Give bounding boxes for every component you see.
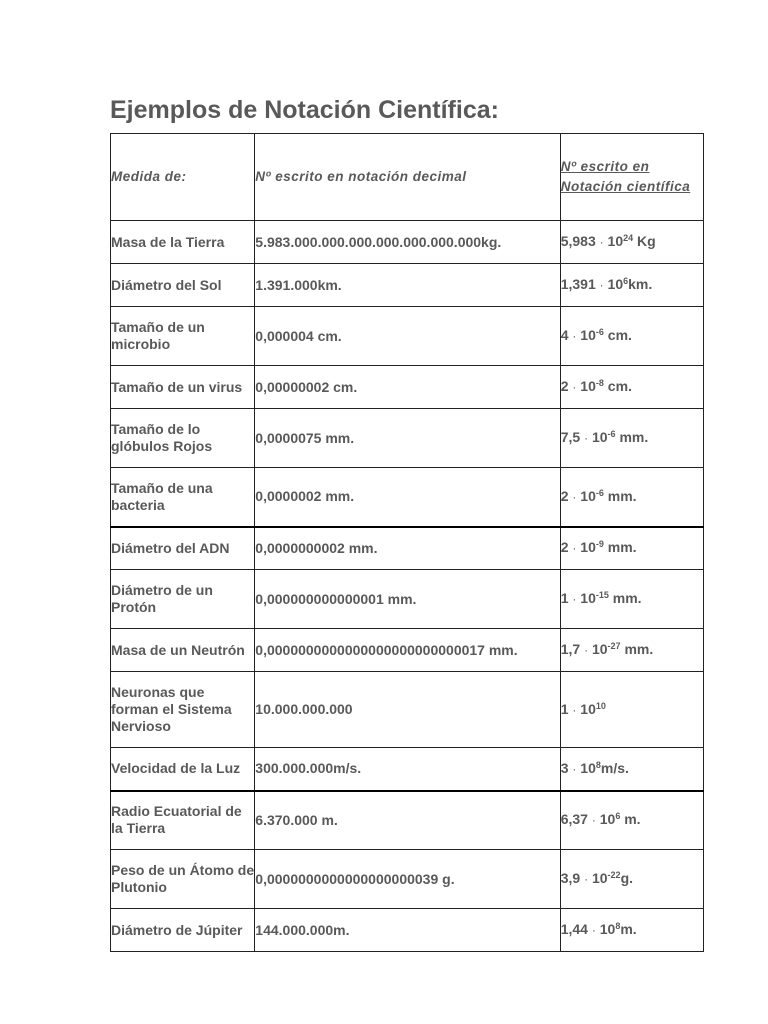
scientific-cell [560, 748, 703, 791]
mantissa: 1 [560, 700, 569, 717]
decimal-cell: 5.983.000.000.000.000.000.000.000kg. [255, 221, 560, 264]
multiply-dot: · [572, 329, 577, 343]
table-row [111, 850, 704, 909]
unit: mm. [603, 539, 637, 556]
exponent: 10 [595, 700, 606, 711]
mantissa: 3,9 [560, 870, 581, 886]
exponent: -6 [607, 429, 616, 439]
exponent: -15 [595, 590, 609, 600]
multiply-dot: · [572, 761, 577, 776]
unit: km. [628, 276, 653, 292]
unit: Kg [633, 233, 656, 249]
measure-cell: Velocidad de la Luz [111, 748, 255, 791]
base-ten: 10 [580, 590, 596, 606]
unit: mm. [615, 429, 649, 445]
header-scientific: Nº escrito en Notación científica [560, 134, 703, 221]
scientific-cell [560, 468, 703, 527]
base-ten: 10 [591, 429, 608, 445]
table-row [111, 468, 704, 527]
measure-cell: Diámetro del Sol [111, 264, 255, 307]
table-row [111, 748, 704, 791]
table-row [111, 366, 704, 409]
exponent: 24 [623, 233, 634, 243]
decimal-cell: 0,0000002 mm. [255, 468, 560, 527]
decimal-cell: 0,0000000002 mm. [255, 527, 560, 570]
base-ten: 10 [607, 276, 624, 292]
scientific-cell [560, 264, 703, 307]
exponent: 8 [595, 759, 601, 770]
unit: mm. [603, 487, 637, 504]
multiply-dot: · [584, 431, 589, 445]
scientific-cell [560, 366, 703, 409]
scientific-cell [560, 307, 703, 366]
unit: cm. [603, 378, 632, 394]
unit: m. [620, 811, 641, 828]
multiply-dot: · [599, 278, 604, 292]
header-decimal: Nº escrito en notación decimal [255, 134, 560, 221]
exponent: 6 [615, 811, 621, 822]
measure-cell: Tamaño de una bacteria [111, 468, 255, 527]
base-ten: 10 [599, 921, 616, 937]
table-row [111, 909, 704, 952]
base-ten: 10 [580, 759, 596, 776]
base-ten: 10 [591, 641, 608, 657]
multiply-dot: · [572, 702, 577, 717]
decimal-cell: 144.000.000m. [255, 909, 560, 952]
exponent: -22 [607, 870, 621, 880]
table-row [111, 629, 704, 672]
exponent: -8 [595, 378, 604, 388]
table-row [111, 527, 704, 570]
mantissa: 3 [560, 759, 569, 776]
header-measure: Medida de: [111, 134, 255, 221]
mantissa: 1 [560, 590, 569, 606]
table-row [111, 264, 704, 307]
multiply-dot: · [572, 380, 577, 394]
mantissa: 1,391 [560, 276, 596, 292]
measure-cell: Peso de un Átomo de Plutonio [111, 850, 255, 909]
measure-cell: Diámetro de Júpiter [111, 909, 255, 952]
unit: mm. [620, 641, 654, 657]
measure-cell: Diámetro de un Protón [111, 570, 255, 629]
measure-cell: Diámetro del ADN [111, 527, 255, 570]
decimal-cell: 0,0000000000000000000000000017 mm. [255, 629, 560, 672]
exponent: -27 [607, 641, 621, 651]
measure-cell: Tamaño de lo glóbulos Rojos [111, 409, 255, 468]
mantissa: 1,44 [560, 921, 588, 937]
scientific-cell [560, 672, 703, 748]
decimal-cell: 1.391.000km. [255, 264, 560, 307]
measure-cell: Radio Ecuatorial de la Tierra [111, 791, 255, 850]
unit: m. [620, 921, 637, 937]
exponent: -6 [595, 327, 604, 337]
scientific-notation-table [110, 133, 704, 952]
multiply-dot: · [591, 813, 596, 828]
exponent: -9 [595, 539, 604, 550]
measure-cell: Neuronas que forman el Sistema Nervioso [111, 672, 255, 748]
scientific-cell [560, 850, 703, 909]
base-ten: 10 [599, 811, 616, 828]
mantissa: 4 [560, 327, 569, 343]
table-row [111, 409, 704, 468]
scientific-cell [560, 909, 703, 952]
scientific-cell [560, 527, 703, 570]
table-row [111, 570, 704, 629]
table-row [111, 791, 704, 850]
scientific-cell [560, 570, 703, 629]
base-ten: 10 [607, 233, 624, 249]
base-ten: 10 [580, 327, 596, 343]
mantissa: 5,983 [560, 233, 596, 249]
multiply-dot: · [572, 592, 577, 606]
multiply-dot: · [572, 489, 577, 504]
measure-cell: Masa de la Tierra [111, 221, 255, 264]
decimal-cell: 0,00000002 cm. [255, 366, 560, 409]
table-row [111, 307, 704, 366]
exponent: 8 [615, 921, 621, 931]
multiply-dot: · [599, 235, 604, 249]
decimal-cell: 0,0000000000000000000039 g. [255, 850, 560, 909]
mantissa: 2 [560, 378, 569, 394]
table-row [111, 221, 704, 264]
multiply-dot: · [584, 643, 589, 657]
decimal-cell: 0,000000000000001 mm. [255, 570, 560, 629]
base-ten: 10 [580, 539, 596, 556]
measure-cell: Tamaño de un virus [111, 366, 255, 409]
measure-cell: Masa de un Neutrón [111, 629, 255, 672]
base-ten: 10 [580, 700, 596, 717]
mantissa: 2 [560, 487, 569, 504]
mantissa: 2 [560, 539, 569, 556]
decimal-cell: 10.000.000.000 [255, 672, 560, 748]
mantissa: 1,7 [560, 641, 581, 657]
scientific-cell [560, 629, 703, 672]
unit: m/s. [600, 759, 629, 776]
multiply-dot: · [591, 923, 596, 937]
scientific-cell [560, 221, 703, 264]
scientific-cell [560, 791, 703, 850]
decimal-cell: 0,0000075 mm. [255, 409, 560, 468]
table-header-row [111, 134, 704, 221]
multiply-dot: · [584, 872, 589, 886]
mantissa: 6,37 [560, 811, 588, 828]
unit: g. [620, 870, 634, 886]
measure-cell: Tamaño de un microbio [111, 307, 255, 366]
exponent: -6 [595, 487, 604, 498]
page-title: Ejemplos de Notación Científica: [110, 96, 499, 124]
unit: mm. [608, 590, 642, 606]
mantissa: 7,5 [560, 429, 581, 445]
unit: cm. [603, 327, 632, 343]
table-row [111, 672, 704, 748]
base-ten: 10 [580, 378, 596, 394]
multiply-dot: · [572, 541, 577, 556]
base-ten: 10 [580, 487, 596, 504]
scientific-cell [560, 409, 703, 468]
base-ten: 10 [591, 870, 608, 886]
decimal-cell: 6.370.000 m. [255, 791, 560, 850]
exponent: 6 [623, 276, 629, 286]
decimal-cell: 300.000.000m/s. [255, 748, 560, 791]
decimal-cell: 0,000004 cm. [255, 307, 560, 366]
